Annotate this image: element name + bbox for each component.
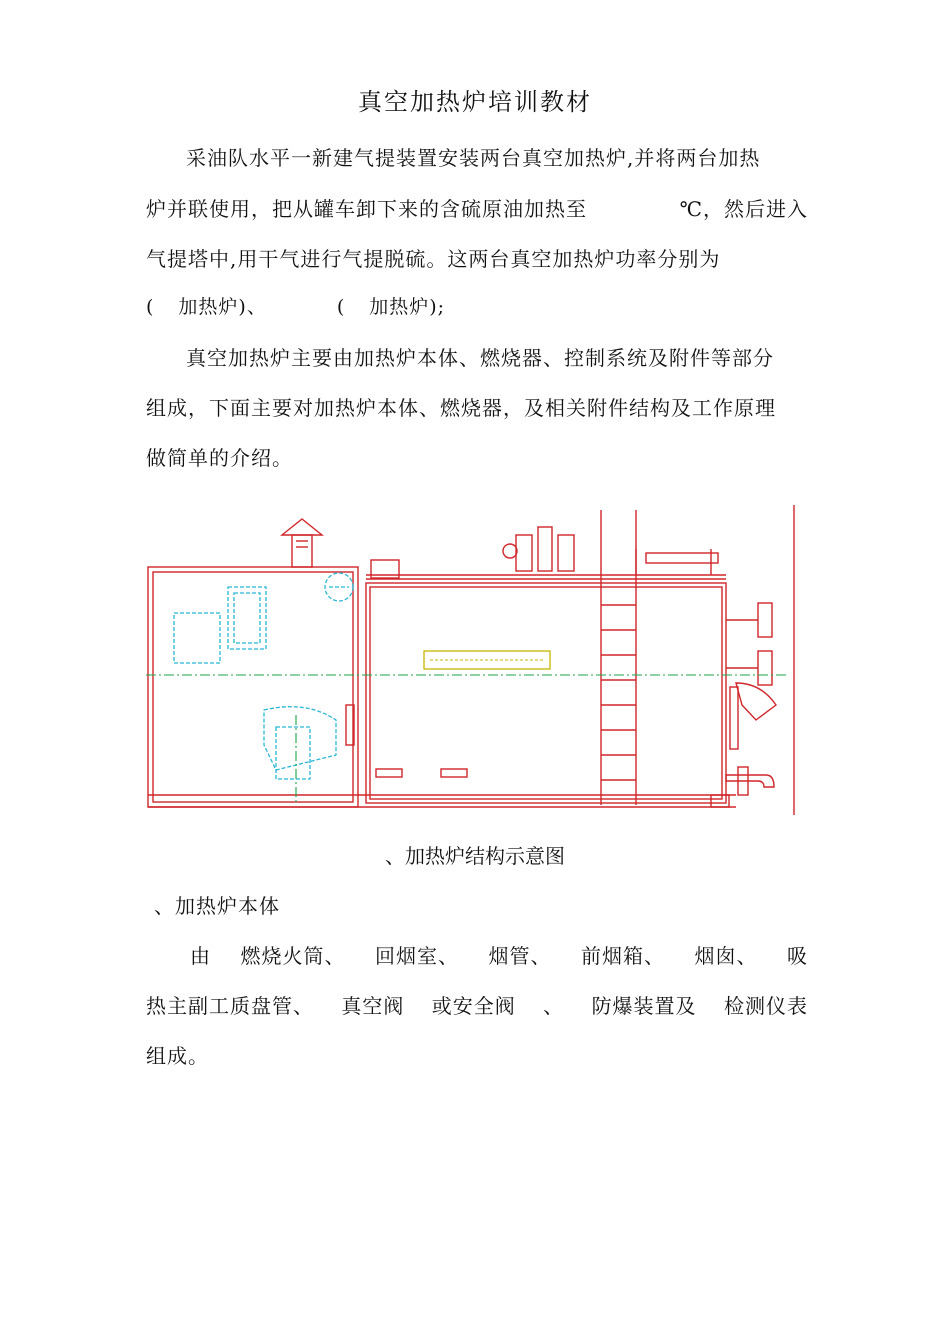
intro-line-1: 采油队水平一新建气提装置安装两台真空加热炉,并将两台加热 — [186, 146, 761, 170]
part2-1: 真空阀 — [341, 994, 405, 1018]
part-3: 烟管、 — [488, 944, 552, 968]
blower — [264, 707, 336, 770]
part-2: 回烟室、 — [375, 944, 459, 968]
furnace-shell — [366, 583, 726, 803]
section-heading: 、加热炉本体 — [154, 894, 280, 918]
part-4: 前烟箱、 — [581, 944, 665, 968]
composition-line-3: 做简单的介绍。 — [146, 446, 293, 470]
intro-line-4c: ( — [336, 296, 346, 318]
part2-5: 检测仪表 — [723, 994, 808, 1018]
intro-line-2a: 炉并联使用，把从罐车卸下来的含硫原油加热至 — [146, 197, 587, 221]
part-5: 烟囱、 — [694, 944, 758, 968]
composition-line-2: 组成，下面主要对加热炉本体、燃烧器，及相关附件结构及工作原理 — [146, 396, 776, 420]
intro-line-3: 气提塔中,用干气进行气提脱硫。这两台真空加热炉功率分别为 — [146, 247, 721, 271]
figure-caption: 、加热炉结构示意图 — [385, 844, 565, 868]
part2-4: 防爆装置及 — [591, 994, 697, 1018]
intro-line-2 — [146, 193, 808, 222]
intro-line-2b: ℃，然后进入 — [679, 197, 808, 221]
section-line-3: 组成。 — [146, 1044, 209, 1068]
part2-3: 、 — [543, 994, 565, 1018]
page-title: 真空加热炉培训教材 — [358, 88, 592, 116]
part-0: 由 — [190, 944, 211, 968]
intro-line-4a: ( — [146, 296, 155, 318]
part-1: 燃烧火筒、 — [240, 944, 346, 968]
part2-0: 热主副工质盘管、 — [146, 994, 314, 1018]
chimney — [292, 535, 312, 567]
part-6: 吸 — [787, 944, 808, 968]
section-parts-line-1 — [146, 940, 808, 969]
intro-line-4 — [146, 292, 808, 319]
intro-line-4b: 加热炉)、 — [178, 296, 267, 318]
section-parts-line-2 — [146, 990, 808, 1019]
burner-housing — [148, 567, 358, 807]
furnace-structure-drawing — [146, 505, 801, 815]
intro-line-4d: 加热炉); — [369, 296, 446, 318]
control-box — [174, 613, 220, 663]
composition-line-1: 真空加热炉主要由加热炉本体、燃烧器、控制系统及附件等部分 — [186, 346, 774, 370]
part2-2: 或安全阀 — [431, 994, 516, 1018]
